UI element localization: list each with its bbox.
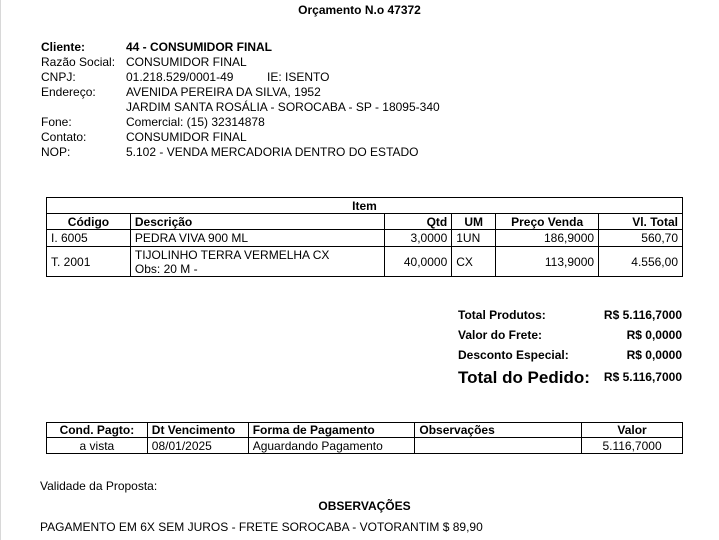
total-pedido-value: R$ 5.116,7000 [603,370,682,384]
total-produtos-label: Total Produtos: [458,308,546,322]
total-pedido-row [458,368,684,392]
endereco-line2: JARDIM SANTA ROSÁLIA - SOROCABA - SP - 18095-340 [126,100,440,114]
item-codigo: T. 2001 [47,247,131,277]
cnpj-value: 01.218.529/0001-49 [126,70,234,84]
observacoes-text: PAGAMENTO EM 6X SEM JUROS - FRETE SOROCABA - VOTORANTIM $ 89,90 [40,520,483,534]
item-descricao: PEDRA VIVA 900 ML [130,230,384,247]
endereco-label: Endereço: [41,85,96,99]
items-table [46,197,683,277]
frete-label: Valor do Frete: [458,328,543,342]
table-row [47,247,683,277]
frete-value: R$ 0,0000 [626,328,682,342]
endereco-line1: AVENIDA PEREIRA DA SILVA, 1952 [126,85,321,99]
pay-obs [415,438,582,454]
table-row [47,438,683,454]
item-qtd: 40,0000 [385,247,452,277]
nop-value: 5.102 - VENDA MERCADORIA DENTRO DO ESTADO [126,145,419,159]
table-row [47,230,683,247]
col-descricao: Descrição [130,214,384,230]
col-forma-pagamento: Forma de Pagamento [248,423,415,438]
col-observacoes: Observações [415,423,582,438]
frete-row [458,328,684,348]
col-dt-vencimento: Dt Vencimento [147,423,248,438]
cliente-value: 44 - CONSUMIDOR FINAL [126,40,273,54]
total-produtos-row [458,308,684,328]
cnpj-label: CNPJ: [41,70,76,84]
pay-vencimento: 08/01/2025 [147,438,248,454]
desconto-row [458,348,684,368]
contato-value: CONSUMIDOR FINAL [126,130,247,144]
item-um: 1UN [452,230,496,247]
item-preco: 186,9000 [496,230,599,247]
razao-value: CONSUMIDOR FINAL [126,55,247,69]
desconto-label: Desconto Especial: [458,348,569,362]
total-produtos-value: R$ 5.116,7000 [603,308,682,322]
item-total: 560,70 [599,230,683,247]
item-obs: Obs: 20 M - [134,261,198,276]
total-pedido-label: Total do Pedido: [458,368,590,387]
fone-label: Fone: [41,115,72,129]
col-cond-pagto: Cond. Pagto: [47,423,148,438]
validade-label: Validade da Proposta: [40,479,158,493]
ie-value: IE: ISENTO [267,70,330,84]
pay-forma: Aguardando Pagamento [248,438,415,454]
item-total: 4.556,00 [599,247,683,277]
col-qtd: Qtd [385,214,452,230]
item-preco: 113,9000 [496,247,599,277]
razao-label: Razão Social: [41,55,116,69]
payment-table [46,422,683,454]
pay-cond: a vista [47,438,148,454]
contato-label: Contato: [41,130,87,144]
item-descricao: TIJOLINHO TERRA VERMELHA CX [134,247,330,262]
desconto-value: R$ 0,0000 [626,348,682,362]
item-descricao-cell [130,247,384,277]
item-um: CX [452,247,496,277]
col-um: UM [452,214,496,230]
col-valor: Valor [582,423,683,438]
fone-value: Comercial: (15) 32314878 [126,115,265,129]
page-edge [0,0,1,540]
nop-label: NOP: [41,145,71,159]
pay-valor: 5.116,7000 [582,438,683,454]
totals-block [458,308,684,392]
page-title: Orçamento N.o 47372 [298,3,421,17]
cliente-label: Cliente: [41,40,86,54]
observacoes-title: OBSERVAÇÕES [318,499,411,513]
col-total: Vl. Total [599,214,683,230]
col-codigo: Código [47,214,131,230]
items-header-row [47,214,683,230]
col-preco: Preço Venda [496,214,599,230]
item-codigo: I. 6005 [47,230,131,247]
items-caption: Item [47,198,683,214]
payment-header-row [47,423,683,438]
item-qtd: 3,0000 [385,230,452,247]
